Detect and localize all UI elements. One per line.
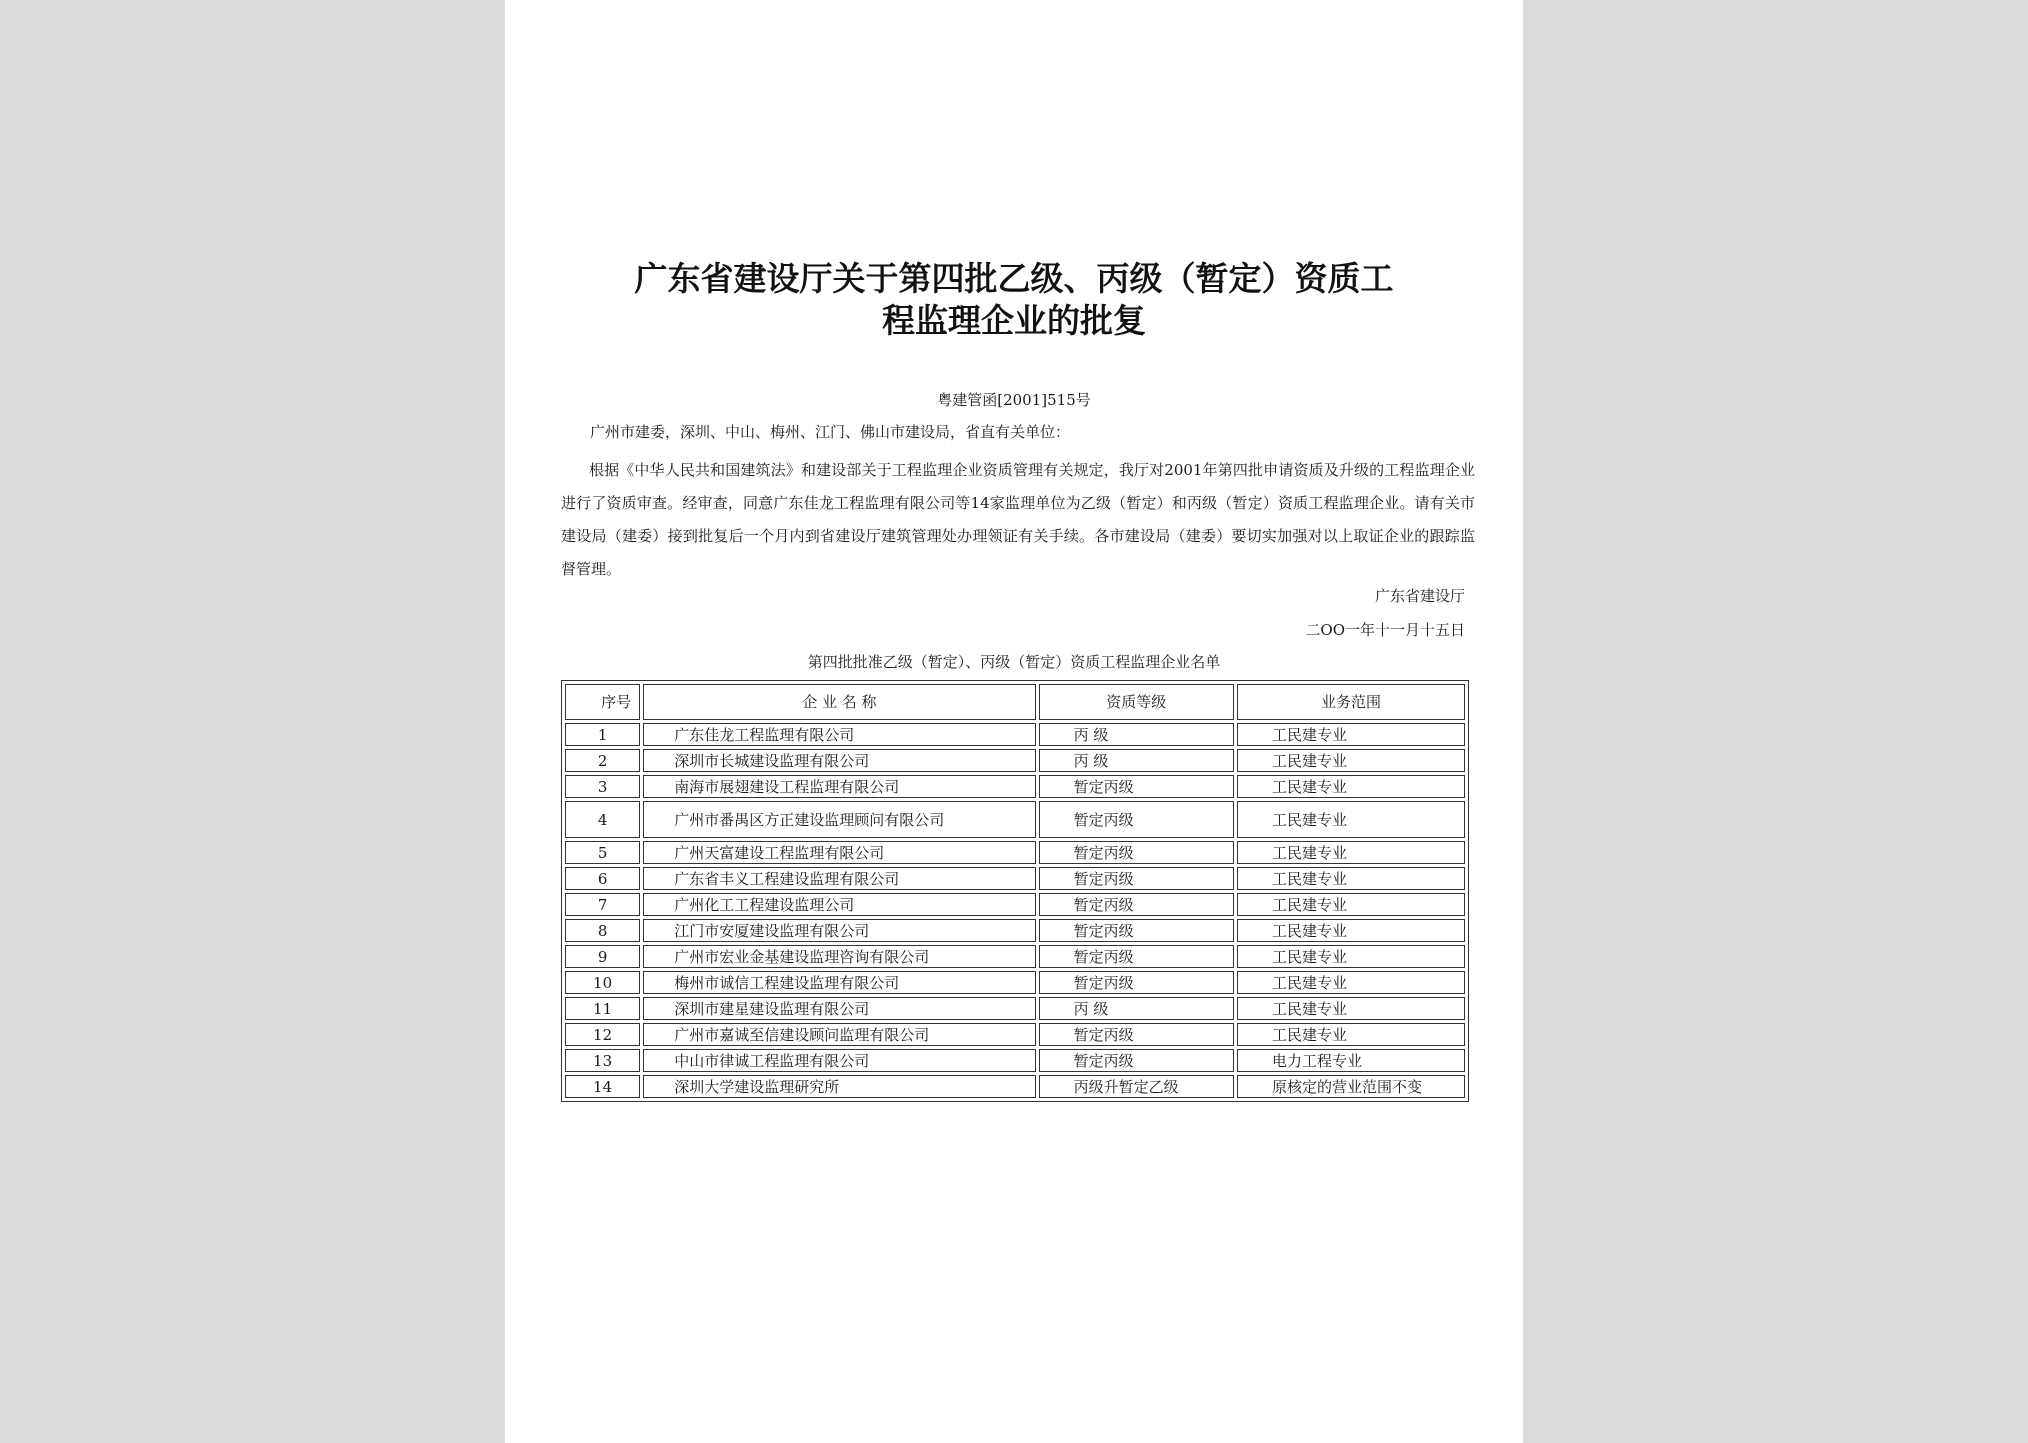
row-scope: 工民建专业	[1237, 893, 1465, 916]
row-name: 广州市宏业金基建设监理咨询有限公司	[643, 945, 1035, 968]
row-name: 广州天富建设工程监理有限公司	[643, 841, 1035, 864]
table-header-row	[565, 684, 1465, 720]
signing-date: 二OO一年十一月十五日	[1305, 621, 1465, 639]
row-grade: 暂定丙级	[1039, 867, 1234, 890]
row-no: 4	[565, 801, 640, 838]
row-grade: 丙 级	[1039, 997, 1234, 1020]
document-page	[505, 0, 1523, 1443]
row-grade: 丙级升暂定乙级	[1039, 1075, 1234, 1098]
addressee: 广州市建委，深圳、中山、梅州、江门、佛山市建设局，省直有关单位：	[590, 423, 1071, 441]
row-no: 10	[565, 971, 640, 994]
row-scope: 工民建专业	[1237, 749, 1465, 772]
row-grade: 暂定丙级	[1039, 971, 1234, 994]
table-row	[565, 801, 1465, 838]
table-row	[565, 919, 1465, 942]
row-scope: 工民建专业	[1237, 867, 1465, 890]
table-row	[565, 945, 1465, 968]
body-paragraph: 根据《中华人民共和国建筑法》和建设部关于工程监理企业资质管理有关规定，我厅对2001年第四批申请资质及升级的工程监理企业进行了资质审查。经审查，同意广东佳龙工程监理有限公司等14家监理单位为乙级（暂定）和丙级（暂定）资质工程监理企业。请有关市建设局（建委）接到批复后一个月内到省建设厅建筑管理处办理领证有关手续。各市建设局（建委）要切实加强对以上取证企业的跟踪监督管理。	[561, 461, 1475, 578]
row-no: 2	[565, 749, 640, 772]
row-grade: 暂定丙级	[1039, 945, 1234, 968]
row-grade: 暂定丙级	[1039, 893, 1234, 916]
row-grade: 暂定丙级	[1039, 919, 1234, 942]
table-row	[565, 971, 1465, 994]
table-row	[565, 1023, 1465, 1046]
row-name: 广州市番禺区方正建设监理顾问有限公司	[643, 801, 1035, 838]
row-no: 14	[565, 1075, 640, 1098]
row-scope: 工民建专业	[1237, 971, 1465, 994]
row-name: 广州市嘉诚至信建设顾问监理有限公司	[643, 1023, 1035, 1046]
row-name: 广东佳龙工程监理有限公司	[643, 723, 1035, 746]
document-title	[505, 258, 1523, 342]
row-scope: 工民建专业	[1237, 919, 1465, 942]
row-name: 中山市律诚工程监理有限公司	[643, 1049, 1035, 1072]
table-title: 第四批批准乙级（暂定）、丙级（暂定）资质工程监理企业名单	[807, 653, 1221, 671]
table-row	[565, 723, 1465, 746]
row-no: 6	[565, 867, 640, 890]
row-name: 深圳市长城建设监理有限公司	[643, 749, 1035, 772]
row-no: 5	[565, 841, 640, 864]
row-no: 13	[565, 1049, 640, 1072]
table-row	[565, 775, 1465, 798]
row-grade: 暂定丙级	[1039, 775, 1234, 798]
header-name: 企 业 名 称	[643, 684, 1035, 720]
row-name: 梅州市诚信工程建设监理有限公司	[643, 971, 1035, 994]
row-scope: 电力工程专业	[1237, 1049, 1465, 1072]
table-row	[565, 749, 1465, 772]
row-scope: 原核定的营业范围不变	[1237, 1075, 1465, 1098]
header-grade: 资质等级	[1039, 684, 1234, 720]
row-no: 12	[565, 1023, 640, 1046]
row-scope: 工民建专业	[1237, 775, 1465, 798]
row-no: 11	[565, 997, 640, 1020]
header-scope: 业务范围	[1237, 684, 1465, 720]
row-scope: 工民建专业	[1237, 723, 1465, 746]
row-scope: 工民建专业	[1237, 1023, 1465, 1046]
row-grade: 暂定丙级	[1039, 1049, 1234, 1072]
document-number: 粤建管函[2001]515号	[937, 391, 1091, 409]
row-no: 7	[565, 893, 640, 916]
row-name: 深圳市建星建设监理有限公司	[643, 997, 1035, 1020]
row-name: 广州化工工程建设监理公司	[643, 893, 1035, 916]
table-row	[565, 841, 1465, 864]
row-name: 南海市展翅建设工程监理有限公司	[643, 775, 1035, 798]
row-grade: 暂定丙级	[1039, 1023, 1234, 1046]
row-name: 江门市安厦建设监理有限公司	[643, 919, 1035, 942]
table-row	[565, 1049, 1465, 1072]
table-row	[565, 893, 1465, 916]
table-row	[565, 1075, 1465, 1098]
row-scope: 工民建专业	[1237, 945, 1465, 968]
row-scope: 工民建专业	[1237, 801, 1465, 838]
enterprise-table	[561, 680, 1469, 1102]
row-scope: 工民建专业	[1237, 841, 1465, 864]
table-row	[565, 997, 1465, 1020]
table-row	[565, 867, 1465, 890]
title-line-1: 广东省建设厅关于第四批乙级、丙级（暂定）资质工	[634, 259, 1394, 298]
title-line-2: 程监理企业的批复	[882, 301, 1146, 340]
row-grade: 暂定丙级	[1039, 841, 1234, 864]
row-scope: 工民建专业	[1237, 997, 1465, 1020]
row-no: 1	[565, 723, 640, 746]
row-name: 深圳大学建设监理研究所	[643, 1075, 1035, 1098]
row-grade: 丙 级	[1039, 723, 1234, 746]
row-no: 3	[565, 775, 640, 798]
row-no: 9	[565, 945, 640, 968]
row-grade: 丙 级	[1039, 749, 1234, 772]
row-name: 广东省丰义工程建设监理有限公司	[643, 867, 1035, 890]
header-no: 序号	[565, 684, 640, 720]
row-no: 8	[565, 919, 640, 942]
row-grade: 暂定丙级	[1039, 801, 1234, 838]
signing-organization: 广东省建设厅	[1374, 587, 1465, 605]
